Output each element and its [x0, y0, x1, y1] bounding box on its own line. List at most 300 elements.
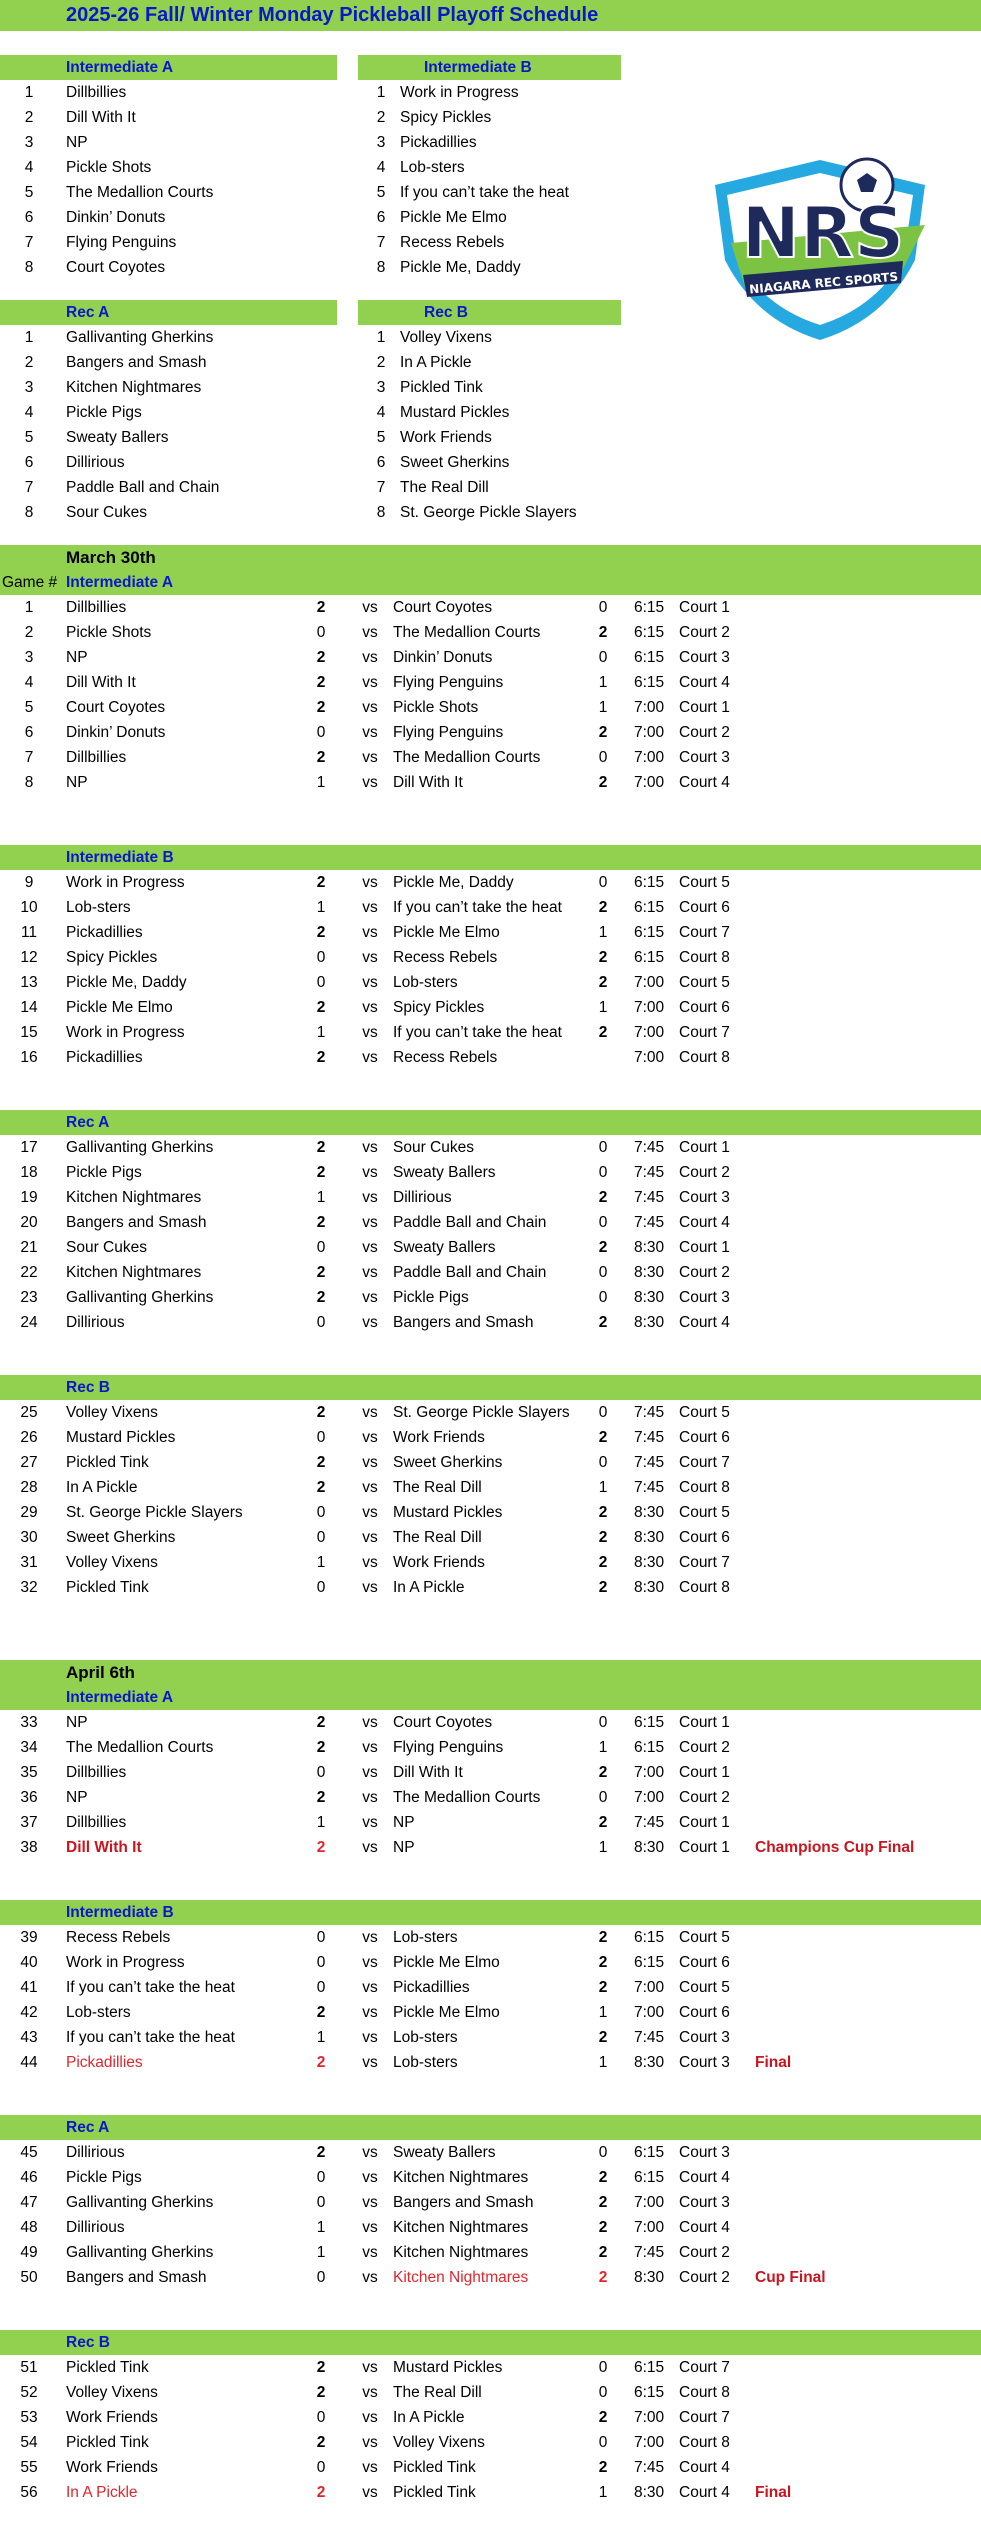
game-number: 27	[20, 1454, 38, 1471]
standing-team: Pickle Shots	[66, 159, 152, 176]
away-score: 1	[598, 999, 608, 1016]
home-score: 2	[316, 999, 326, 1016]
court-label: Court 2	[679, 1739, 730, 1756]
versus-label: vs	[362, 1979, 378, 1996]
court-label: Court 6	[679, 2004, 730, 2021]
game-time: 8:30	[634, 1239, 665, 1256]
versus-label: vs	[362, 2459, 378, 2476]
home-team: Work Friends	[66, 2409, 158, 2426]
game-time: 7:00	[634, 724, 665, 741]
standing-team: The Real Dill	[400, 479, 489, 496]
game-time: 7:45	[634, 1454, 665, 1471]
court-label: Court 8	[679, 1479, 730, 1496]
game-number: 8	[24, 774, 34, 791]
game-row	[0, 2190, 981, 2215]
away-team: The Medallion Courts	[393, 1789, 541, 1806]
game-number: 26	[20, 1429, 38, 1446]
game-row	[0, 645, 981, 670]
standing-team: Spicy Pickles	[400, 109, 492, 126]
away-score: 2	[598, 2219, 608, 2236]
game-number: 2	[24, 624, 34, 641]
home-score: 1	[316, 774, 326, 791]
home-score: 2	[316, 1404, 326, 1421]
game-row	[0, 2480, 981, 2505]
home-score: 0	[316, 1929, 326, 1946]
seed-number: 3	[376, 379, 386, 396]
game-row	[0, 1950, 981, 1975]
division-header: Intermediate A	[66, 59, 174, 76]
court-label: Court 5	[679, 1504, 730, 1521]
home-team: Pickle Pigs	[66, 1164, 142, 1181]
game-number: 24	[20, 1314, 38, 1331]
game-time: 7:00	[634, 2004, 665, 2021]
game-time: 8:30	[634, 2054, 665, 2071]
game-time: 6:15	[634, 874, 665, 891]
game-time: 6:15	[634, 2384, 665, 2401]
division-header: Intermediate A	[66, 574, 174, 591]
away-team: Volley Vixens	[393, 2434, 485, 2451]
versus-label: vs	[362, 1504, 378, 1521]
away-score: 2	[598, 1554, 608, 1571]
game-row	[0, 2240, 981, 2265]
home-team: Dillirious	[66, 1314, 125, 1331]
game-time: 7:00	[634, 749, 665, 766]
away-team: Pickle Me, Daddy	[393, 874, 514, 891]
home-score: 0	[316, 1529, 326, 1546]
game-time: 6:15	[634, 2169, 665, 2186]
seed-number: 8	[376, 504, 386, 521]
home-score: 2	[316, 699, 326, 716]
game-row	[0, 920, 981, 945]
game-time: 6:15	[634, 899, 665, 916]
game-row	[0, 945, 981, 970]
away-team: Court Coyotes	[393, 599, 493, 616]
home-score: 2	[316, 2434, 326, 2451]
home-score: 2	[316, 1214, 326, 1231]
court-label: Court 4	[679, 2459, 730, 2476]
home-team: Work in Progress	[66, 1954, 185, 1971]
game-time: 7:45	[634, 2459, 665, 2476]
versus-label: vs	[362, 1024, 378, 1041]
away-score: 0	[598, 1164, 608, 1181]
game-number: 46	[20, 2169, 38, 2186]
home-score: 2	[316, 2384, 326, 2401]
seed-number: 7	[376, 234, 386, 251]
versus-label: vs	[362, 1554, 378, 1571]
home-team: Kitchen Nightmares	[66, 1264, 202, 1281]
court-label: Court 1	[679, 1239, 730, 1256]
game-time: 6:15	[634, 1739, 665, 1756]
standing-team: Gallivanting Gherkins	[66, 329, 214, 346]
logo-text: NRS	[741, 192, 905, 274]
home-score: 2	[316, 1139, 326, 1156]
away-team: Pickle Me Elmo	[393, 2004, 500, 2021]
home-score: 0	[316, 1954, 326, 1971]
game-time: 8:30	[634, 1314, 665, 1331]
game-time: 7:00	[634, 1764, 665, 1781]
game-row	[0, 1160, 981, 1185]
game-number: 9	[24, 874, 34, 891]
game-time: 7:45	[634, 1164, 665, 1181]
court-label: Court 4	[679, 1214, 730, 1231]
game-number: 37	[20, 1814, 38, 1831]
game-number: 5	[24, 699, 34, 716]
away-score: 2	[598, 1579, 608, 1596]
game-number: 44	[20, 2054, 38, 2071]
versus-label: vs	[362, 1479, 378, 1496]
final-note: Final	[755, 2054, 792, 2071]
standing-team: St. George Pickle Slayers	[400, 504, 577, 521]
division-header-bar	[358, 300, 621, 325]
game-time: 8:30	[634, 1579, 665, 1596]
court-label: Court 8	[679, 949, 730, 966]
court-label: Court 6	[679, 1529, 730, 1546]
game-time: 7:00	[634, 2434, 665, 2451]
court-label: Court 8	[679, 2384, 730, 2401]
page-title: 2025-26 Fall/ Winter Monday Pickleball Playoff Schedule	[66, 4, 599, 26]
game-row	[0, 2050, 981, 2075]
game-time: 7:00	[634, 974, 665, 991]
home-team: Pickle Me, Daddy	[66, 974, 187, 991]
court-label: Court 5	[679, 1404, 730, 1421]
standing-team: Volley Vixens	[400, 329, 492, 346]
game-row	[0, 2405, 981, 2430]
standing-team: Pickle Me Elmo	[400, 209, 507, 226]
game-number: 47	[20, 2194, 38, 2211]
court-label: Court 6	[679, 899, 730, 916]
home-team: Lob-sters	[66, 2004, 131, 2021]
court-label: Court 1	[679, 1714, 730, 1731]
away-score: 2	[598, 1239, 608, 1256]
game-number: 4	[24, 674, 34, 691]
division-header: Rec A	[66, 1114, 110, 1131]
versus-label: vs	[362, 2219, 378, 2236]
game-time: 8:30	[634, 1554, 665, 1571]
away-score: 1	[598, 674, 608, 691]
away-team: Spicy Pickles	[393, 999, 485, 1016]
game-number: 7	[24, 749, 34, 766]
game-number: 6	[24, 724, 34, 741]
away-score: 0	[598, 1714, 608, 1731]
game-row	[0, 1785, 981, 1810]
game-row	[0, 2265, 981, 2290]
court-label: Court 1	[679, 1814, 730, 1831]
versus-label: vs	[362, 2484, 378, 2501]
court-label: Court 2	[679, 1164, 730, 1181]
away-team: The Medallion Courts	[393, 624, 541, 641]
standing-team: Pickle Pigs	[66, 404, 142, 421]
game-time: 6:15	[634, 599, 665, 616]
game-number: 15	[20, 1024, 38, 1041]
away-score: 0	[598, 1289, 608, 1306]
standing-team: Pickle Me, Daddy	[400, 259, 521, 276]
game-row	[0, 1235, 981, 1260]
away-score: 2	[598, 2459, 608, 2476]
court-label: Court 2	[679, 724, 730, 741]
seed-number: 4	[24, 404, 34, 421]
game-time: 8:30	[634, 1839, 665, 1856]
away-team: Work Friends	[393, 1554, 485, 1571]
game-row	[0, 1760, 981, 1785]
away-team: St. George Pickle Slayers	[393, 1404, 570, 1421]
away-team: Paddle Ball and Chain	[393, 1214, 547, 1231]
away-team: Flying Penguins	[393, 674, 504, 691]
seed-number: 6	[24, 454, 34, 471]
game-number: 30	[20, 1529, 38, 1546]
home-score: 0	[316, 2409, 326, 2426]
away-team: Lob-sters	[393, 1929, 458, 1946]
home-score: 2	[316, 674, 326, 691]
game-row	[0, 1210, 981, 1235]
home-score: 2	[316, 1479, 326, 1496]
court-label: Court 8	[679, 2434, 730, 2451]
home-score: 0	[316, 949, 326, 966]
game-number: 34	[20, 1739, 38, 1756]
versus-label: vs	[362, 1814, 378, 1831]
versus-label: vs	[362, 1404, 378, 1421]
away-score: 0	[598, 1404, 608, 1421]
home-team: In A Pickle	[66, 1479, 138, 1496]
court-label: Court 3	[679, 649, 730, 666]
versus-label: vs	[362, 1164, 378, 1181]
game-time: 8:30	[634, 1529, 665, 1546]
seed-number: 5	[24, 429, 34, 446]
game-row	[0, 1260, 981, 1285]
court-label: Court 7	[679, 1454, 730, 1471]
court-label: Court 2	[679, 624, 730, 641]
game-number: 45	[20, 2144, 38, 2161]
away-score: 1	[598, 2484, 608, 2501]
home-team: Kitchen Nightmares	[66, 1189, 202, 1206]
court-label: Court 1	[679, 599, 730, 616]
game-row	[0, 1400, 981, 1425]
game-row	[0, 770, 981, 795]
home-team: Work in Progress	[66, 1024, 185, 1041]
away-team: Pickle Me Elmo	[393, 924, 500, 941]
game-time: 6:15	[634, 1714, 665, 1731]
seed-number: 2	[24, 354, 34, 371]
standing-team: Flying Penguins	[66, 234, 177, 251]
versus-label: vs	[362, 1289, 378, 1306]
game-row	[0, 720, 981, 745]
game-number: 53	[20, 2409, 38, 2426]
away-score: 2	[598, 2409, 608, 2426]
seed-number: 2	[376, 354, 386, 371]
away-score: 2	[598, 1189, 608, 1206]
away-score: 2	[598, 1764, 608, 1781]
home-team: NP	[66, 774, 88, 791]
versus-label: vs	[362, 1189, 378, 1206]
game-row	[0, 745, 981, 770]
home-team: Dillirious	[66, 2219, 125, 2236]
game-row	[0, 2455, 981, 2480]
game-row	[0, 1735, 981, 1760]
home-score: 2	[316, 2144, 326, 2161]
seed-number: 5	[376, 184, 386, 201]
court-label: Court 7	[679, 924, 730, 941]
away-team: Dill With It	[393, 1764, 463, 1781]
versus-label: vs	[362, 1954, 378, 1971]
home-score: 0	[316, 974, 326, 991]
home-score: 2	[316, 1739, 326, 1756]
away-team: The Real Dill	[393, 1479, 482, 1496]
standing-team: Dillbillies	[66, 84, 127, 101]
court-label: Court 5	[679, 874, 730, 891]
versus-label: vs	[362, 2384, 378, 2401]
logo-banner-text: NIAGARA REC SPORTS	[748, 269, 899, 297]
game-number: 23	[20, 1289, 38, 1306]
home-team: Dillbillies	[66, 599, 127, 616]
versus-label: vs	[362, 2029, 378, 2046]
home-team: Volley Vixens	[66, 2384, 158, 2401]
court-label: Court 3	[679, 2054, 730, 2071]
away-score: 0	[598, 874, 608, 891]
home-team: Dillbillies	[66, 1814, 127, 1831]
game-number: 43	[20, 2029, 38, 2046]
game-time: 7:00	[634, 999, 665, 1016]
game-time: 6:15	[634, 949, 665, 966]
game-number: 52	[20, 2384, 38, 2401]
division-header: Intermediate B	[66, 1904, 174, 1921]
seed-number: 1	[376, 329, 386, 346]
away-score: 1	[598, 2004, 608, 2021]
court-label: Court 4	[679, 2219, 730, 2236]
away-team: Court Coyotes	[393, 1714, 493, 1731]
versus-label: vs	[362, 1239, 378, 1256]
game-number: 56	[20, 2484, 38, 2501]
game-time: 6:15	[634, 1954, 665, 1971]
versus-label: vs	[362, 1714, 378, 1731]
home-team: NP	[66, 649, 88, 666]
away-team: Dinkin’ Donuts	[393, 649, 493, 666]
game-time: 8:30	[634, 1289, 665, 1306]
standing-team: The Medallion Courts	[66, 184, 214, 201]
home-team: Spicy Pickles	[66, 949, 158, 966]
away-team: If you can’t take the heat	[393, 899, 562, 916]
division-header: Intermediate A	[66, 1689, 174, 1706]
game-row	[0, 620, 981, 645]
game-number: 51	[20, 2359, 38, 2376]
home-score: 2	[316, 1714, 326, 1731]
game-number: 35	[20, 1764, 38, 1781]
game-number: 13	[20, 974, 38, 991]
versus-label: vs	[362, 2269, 378, 2286]
court-label: Court 1	[679, 1139, 730, 1156]
court-label: Court 5	[679, 1929, 730, 1946]
seed-number: 4	[24, 159, 34, 176]
away-score: 2	[598, 1954, 608, 1971]
court-label: Court 4	[679, 674, 730, 691]
court-label: Court 4	[679, 774, 730, 791]
game-row	[0, 1310, 981, 1335]
game-number: 54	[20, 2434, 38, 2451]
game-row	[0, 2215, 981, 2240]
court-label: Court 2	[679, 2244, 730, 2261]
seed-number: 7	[24, 479, 34, 496]
home-score: 2	[316, 1049, 326, 1066]
away-score: 0	[598, 2359, 608, 2376]
game-number: 1	[24, 599, 34, 616]
week-date: April 6th	[66, 1663, 135, 1682]
division-header: Rec B	[66, 1379, 110, 1396]
away-score: 1	[598, 1839, 608, 1856]
final-note: Cup Final	[755, 2269, 826, 2286]
division-header: Rec B	[424, 304, 468, 321]
home-team: Court Coyotes	[66, 699, 166, 716]
game-time: 7:00	[634, 1789, 665, 1806]
away-team: Pickled Tink	[393, 2484, 476, 2501]
home-team: Mustard Pickles	[66, 1429, 176, 1446]
game-time: 7:45	[634, 2029, 665, 2046]
home-team: Work in Progress	[66, 874, 185, 891]
away-team: Pickadillies	[393, 1979, 470, 1996]
court-label: Court 8	[679, 1049, 730, 1066]
home-score: 1	[316, 899, 326, 916]
seed-number: 7	[24, 234, 34, 251]
home-score: 0	[316, 1429, 326, 1446]
game-row	[0, 1500, 981, 1525]
seed-number: 4	[376, 404, 386, 421]
away-team: Recess Rebels	[393, 1049, 498, 1066]
away-score: 0	[598, 2384, 608, 2401]
versus-label: vs	[362, 924, 378, 941]
court-label: Court 4	[679, 1314, 730, 1331]
home-team: Recess Rebels	[66, 1929, 171, 1946]
away-score: 2	[598, 1814, 608, 1831]
versus-label: vs	[362, 974, 378, 991]
away-team: Sweaty Ballers	[393, 1239, 496, 1256]
away-team: Flying Penguins	[393, 724, 504, 741]
away-score: 2	[598, 2194, 608, 2211]
game-time: 6:15	[634, 649, 665, 666]
division-header: Rec A	[66, 2119, 110, 2136]
home-team: Pickled Tink	[66, 1579, 149, 1596]
home-score: 2	[316, 2484, 326, 2501]
home-score: 2	[316, 1454, 326, 1471]
home-score: 2	[316, 1164, 326, 1181]
game-row	[0, 695, 981, 720]
game-number: 17	[20, 1139, 38, 1156]
standing-team: Mustard Pickles	[400, 404, 510, 421]
court-label: Court 3	[679, 2029, 730, 2046]
versus-label: vs	[362, 1579, 378, 1596]
game-row	[0, 1975, 981, 2000]
seed-number: 3	[376, 134, 386, 151]
away-team: Pickled Tink	[393, 2459, 476, 2476]
away-score: 0	[598, 749, 608, 766]
division-header-bar	[0, 2115, 981, 2140]
versus-label: vs	[362, 1789, 378, 1806]
versus-label: vs	[362, 1429, 378, 1446]
away-score: 2	[598, 624, 608, 641]
court-label: Court 1	[679, 699, 730, 716]
versus-label: vs	[362, 999, 378, 1016]
seed-number: 6	[24, 209, 34, 226]
home-score: 2	[316, 1289, 326, 1306]
home-score: 2	[316, 649, 326, 666]
standing-team: NP	[66, 134, 88, 151]
game-time: 6:15	[634, 2359, 665, 2376]
game-row	[0, 2355, 981, 2380]
home-team: Dillbillies	[66, 749, 127, 766]
home-score: 0	[316, 1764, 326, 1781]
home-team: Dinkin’ Donuts	[66, 724, 166, 741]
court-label: Court 2	[679, 1264, 730, 1281]
game-time: 6:15	[634, 1929, 665, 1946]
court-label: Court 3	[679, 1189, 730, 1206]
seed-number: 8	[376, 259, 386, 276]
away-team: If you can’t take the heat	[393, 1024, 562, 1041]
